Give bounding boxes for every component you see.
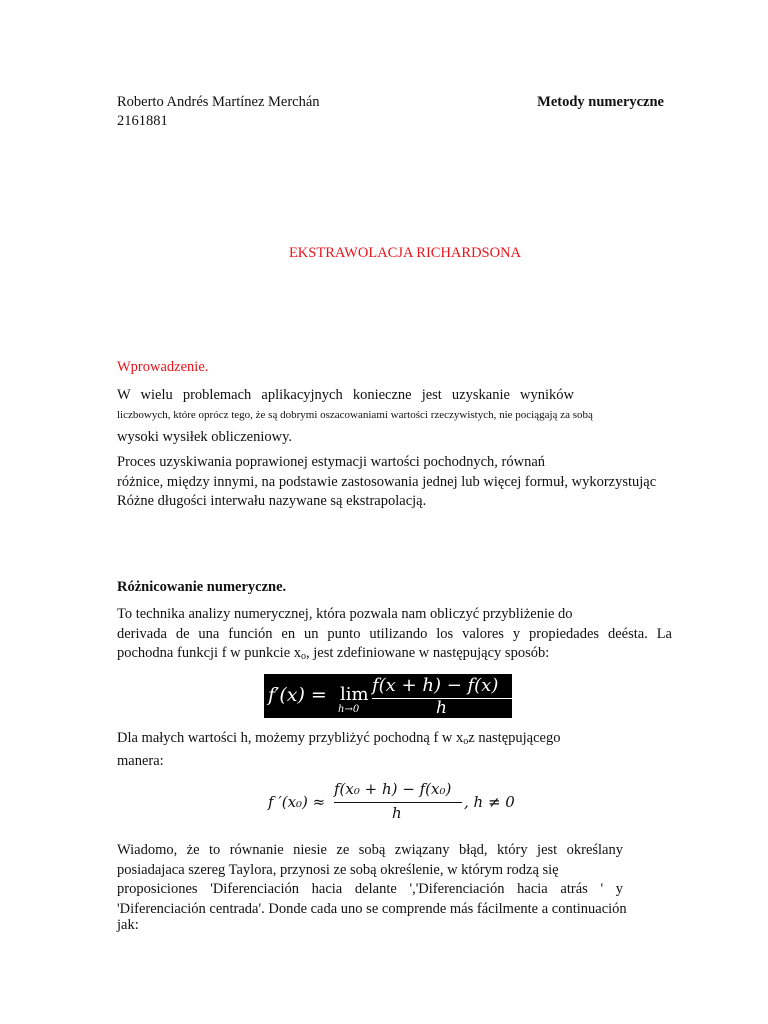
formula2-condition: , h ≠ 0	[464, 793, 515, 811]
derivative-definition-formula	[264, 674, 512, 718]
formula2-numerator: f(x₀ + h) − f(x₀)	[334, 780, 452, 798]
formula2-fraction-bar	[334, 802, 462, 803]
intro-p2-line-1: Proces uzyskiwania poprawionej estymacji wartości pochodnych, równań	[117, 454, 546, 470]
author-name: Roberto Andrés Martínez Merchán	[117, 94, 320, 110]
intro-p2-line-2: różnice, między innymi, na podstawie zastosowania jednej lub więcej formuł, wykorzystując	[117, 473, 657, 490]
numdiff-p2-line-1-text: Dla małych wartości h, możemy przybliżyć pochodną f w x	[117, 730, 464, 746]
numdiff-p2-line-1-rest: z następującego	[468, 730, 561, 746]
numdiff-p2-line-1	[117, 729, 676, 752]
numdiff-p1-line-3-rest: , jest zdefiniowane w następujący sposób:	[306, 645, 550, 661]
section-heading-numerical-differentiation: Różnicowanie numeryczne.	[117, 579, 287, 595]
intro-paragraph-1	[117, 386, 676, 447]
subscript-o: o	[463, 736, 469, 747]
numdiff-p3-line-5: jak:	[117, 917, 139, 933]
numdiff-paragraph-2	[117, 729, 676, 771]
student-id: 2161881	[117, 113, 168, 129]
formula1-lhs: f′(x) =	[268, 684, 327, 706]
intro-paragraph-2	[117, 453, 676, 512]
intro-p1-line-2: liczbowych, które oprócz tego, że są dobrymi oszacowaniami wartości rzeczywistych, nie pociągają za sobą	[117, 408, 593, 421]
formula1-lim: lim	[340, 684, 369, 705]
numdiff-p2-line-2: manera:	[117, 752, 164, 769]
forward-difference-formula	[268, 780, 523, 824]
numdiff-p1-line-1: To technika analizy numerycznej, która pozwala nam obliczyć przybliżenie do	[117, 606, 573, 622]
numdiff-p1-line-3-text: pochodna funkcji f w punkcie x	[117, 645, 302, 661]
section-heading-introduction: Wprowadzenie.	[117, 359, 209, 375]
numdiff-p3-line-4: 'Diferenciación centrada'. Donde cada uno se comprende más fácilmente a continuación	[117, 900, 627, 917]
numdiff-paragraph-3	[117, 841, 627, 936]
numdiff-paragraph-1	[117, 605, 672, 667]
subscript-o: o	[301, 651, 307, 662]
numdiff-p3-line-2: posiadajaca szereg Taylora, przynosi ze sobą określenie, w którym rodzą się	[117, 861, 559, 878]
numdiff-p3-line-3: proposiciones 'Diferenciación hacia delante ','Diferenciación hacia atrás ' y	[117, 881, 623, 897]
formula2-lhs: f ′(x₀) ≈	[268, 793, 326, 811]
numdiff-p3-line-1: Wiadomo, że to równanie niesie ze sobą związany błąd, który jest określany	[117, 842, 623, 858]
document-title: EKSTRAWOLACJA RICHARDSONA	[288, 245, 522, 261]
course-name: Metody numeryczne	[537, 94, 664, 110]
intro-p1-line-1: W wielu problemach aplikacyjnych konieczne jest uzyskanie wyników	[117, 387, 574, 403]
numdiff-p1-line-3	[117, 644, 672, 667]
formula1-numerator: f(x + h) − f(x)	[372, 675, 499, 696]
numdiff-p1-line-2: derivada de una función en un punto utilizando los valores y propiedades deésta. La	[117, 625, 672, 642]
formula2-denominator: h	[392, 804, 402, 822]
intro-p1-line-3: wysoki wysiłek obliczeniowy.	[117, 428, 293, 445]
formula1-denominator: h	[436, 698, 447, 718]
formula1-lim-subscript: h→0	[338, 704, 360, 715]
intro-p2-line-3: Różne długości interwału nazywane są ekstrapolacją.	[117, 493, 427, 509]
